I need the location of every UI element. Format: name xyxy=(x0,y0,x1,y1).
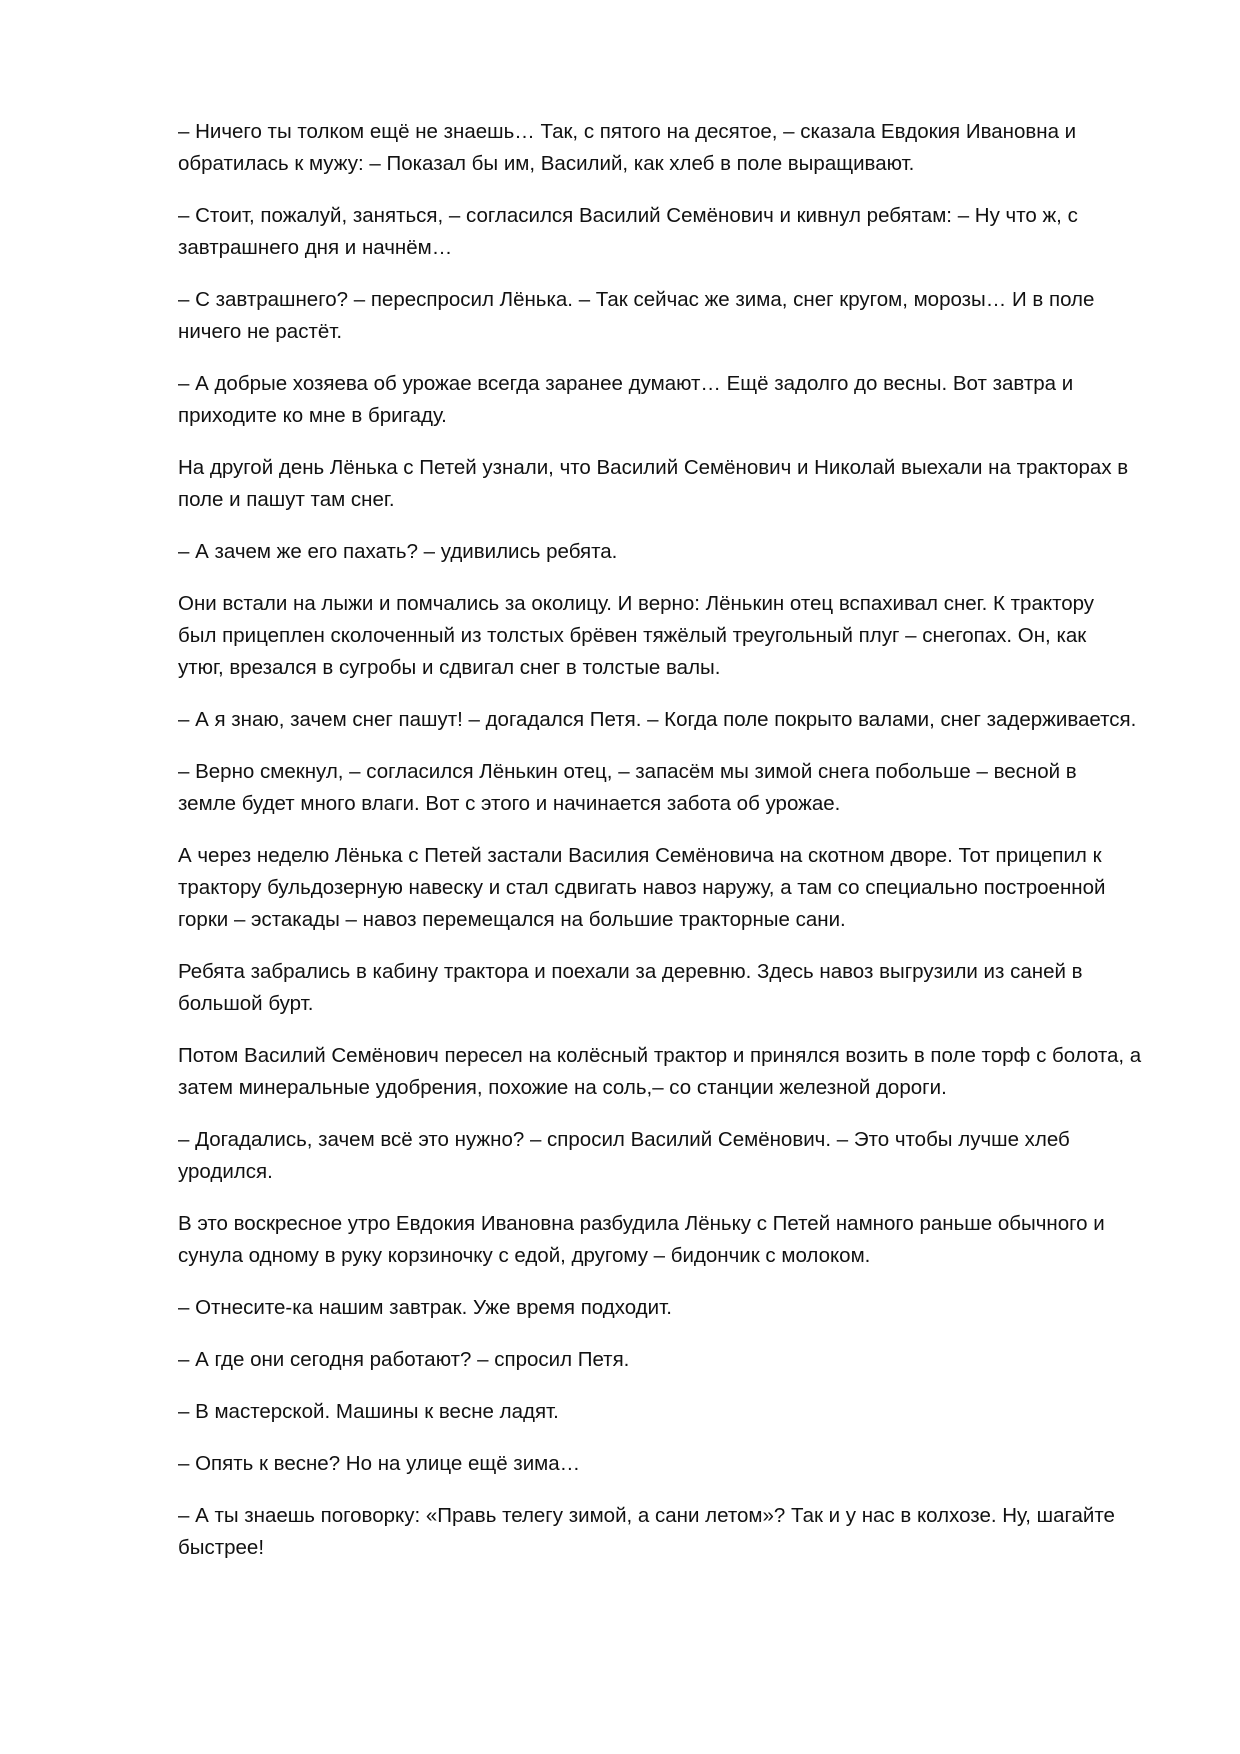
paragraph-14: В это воскресное утро Евдокия Ивановна разбудила Лёньку с Петей намного раньше обычного и сунула одному в руку корзиночку с едой, другому – бидончик с молоком. xyxy=(178,1212,1105,1267)
paragraph-12: Потом Василий Семёнович пересел на колёсный трактор и принялся возить в поле торф с болота, а затем минеральные удобрения, похожие на соль,– со станции железной дороги. xyxy=(178,1044,1142,1099)
paragraph-11: Ребята забрались в кабину трактора и поехали за деревню. Здесь навоз выгрузили из саней в большой бурт. xyxy=(178,960,1083,1015)
paragraph-8: – А я знаю, зачем снег пашут! – догадался Петя. – Когда поле покрыто валами, снег задерживается. xyxy=(178,708,1137,731)
paragraph-10: А через неделю Лёнька с Петей застали Василия Семёновича на скотном дворе. Тот прицепил к трактору бульдозерную навеску и стал сдвигать навоз наружу, а там со специально построенной горки – эстакады – навоз перемещался на большие тракторные сани. xyxy=(178,844,1106,931)
paragraph-2: – Стоит, пожалуй, заняться, – согласился Василий Семёнович и кивнул ребятам: – Ну что ж, с завтрашнего дня и начнём… xyxy=(178,204,1078,259)
paragraph-6: – А зачем же его пахать? – удивились ребята. xyxy=(178,540,618,563)
paragraph-19: – А ты знаешь поговорку: «Правь телегу зимой, а сани летом»? Так и у нас в колхозе. Ну, шагайте быстрее! xyxy=(178,1504,1115,1559)
paragraph-3: – С завтрашнего? – переспросил Лёнька. – Так сейчас же зима, снег кругом, морозы… И в поле ничего не растёт. xyxy=(178,288,1095,343)
paragraph-1: – Ничего ты толком ещё не знаешь… Так, с пятого на десятое, – сказала Евдокия Ивановна и обратилась к мужу: – Показал бы им, Василий, как хлеб в поле выращивают. xyxy=(178,120,1077,175)
paragraph-18: – Опять к весне? Но на улице ещё зима… xyxy=(178,1452,581,1475)
paragraph-15: – Отнесите-ка нашим завтрак. Уже время подходит. xyxy=(178,1296,672,1319)
document-text-body xyxy=(178,116,1178,1584)
paragraph-17: – В мастерской. Машины к весне ладят. xyxy=(178,1400,559,1423)
paragraph-7: Они встали на лыжи и помчались за околицу. И верно: Лёнькин отец вспахивал снег. К трактору был прицеплен сколоченный из толстых брёвен тяжёлый треугольный плуг – снегопах. Он, как утюг, врезался в сугробы и сдвигал снег в толстые валы. xyxy=(178,592,1095,679)
paragraph-5: На другой день Лёнька с Петей узнали, что Василий Семёнович и Николай выехали на тракторах в поле и пашут там снег. xyxy=(178,456,1129,511)
paragraph-4: – А добрые хозяева об урожае всегда заранее думают… Ещё задолго до весны. Вот завтра и приходите ко мне в бригаду. xyxy=(178,372,1074,427)
paragraph-16: – А где они сегодня работают? – спросил Петя. xyxy=(178,1348,630,1371)
paragraph-9: – Верно смекнул, – согласился Лёнькин отец, – запасём мы зимой снега побольше – весной в земле будет много влаги. Вот с этого и начинается забота об урожае. xyxy=(178,760,1077,815)
paragraph-13: – Догадались, зачем всё это нужно? – спросил Василий Семёнович. – Это чтобы лучше хлеб уродился. xyxy=(178,1128,1070,1183)
